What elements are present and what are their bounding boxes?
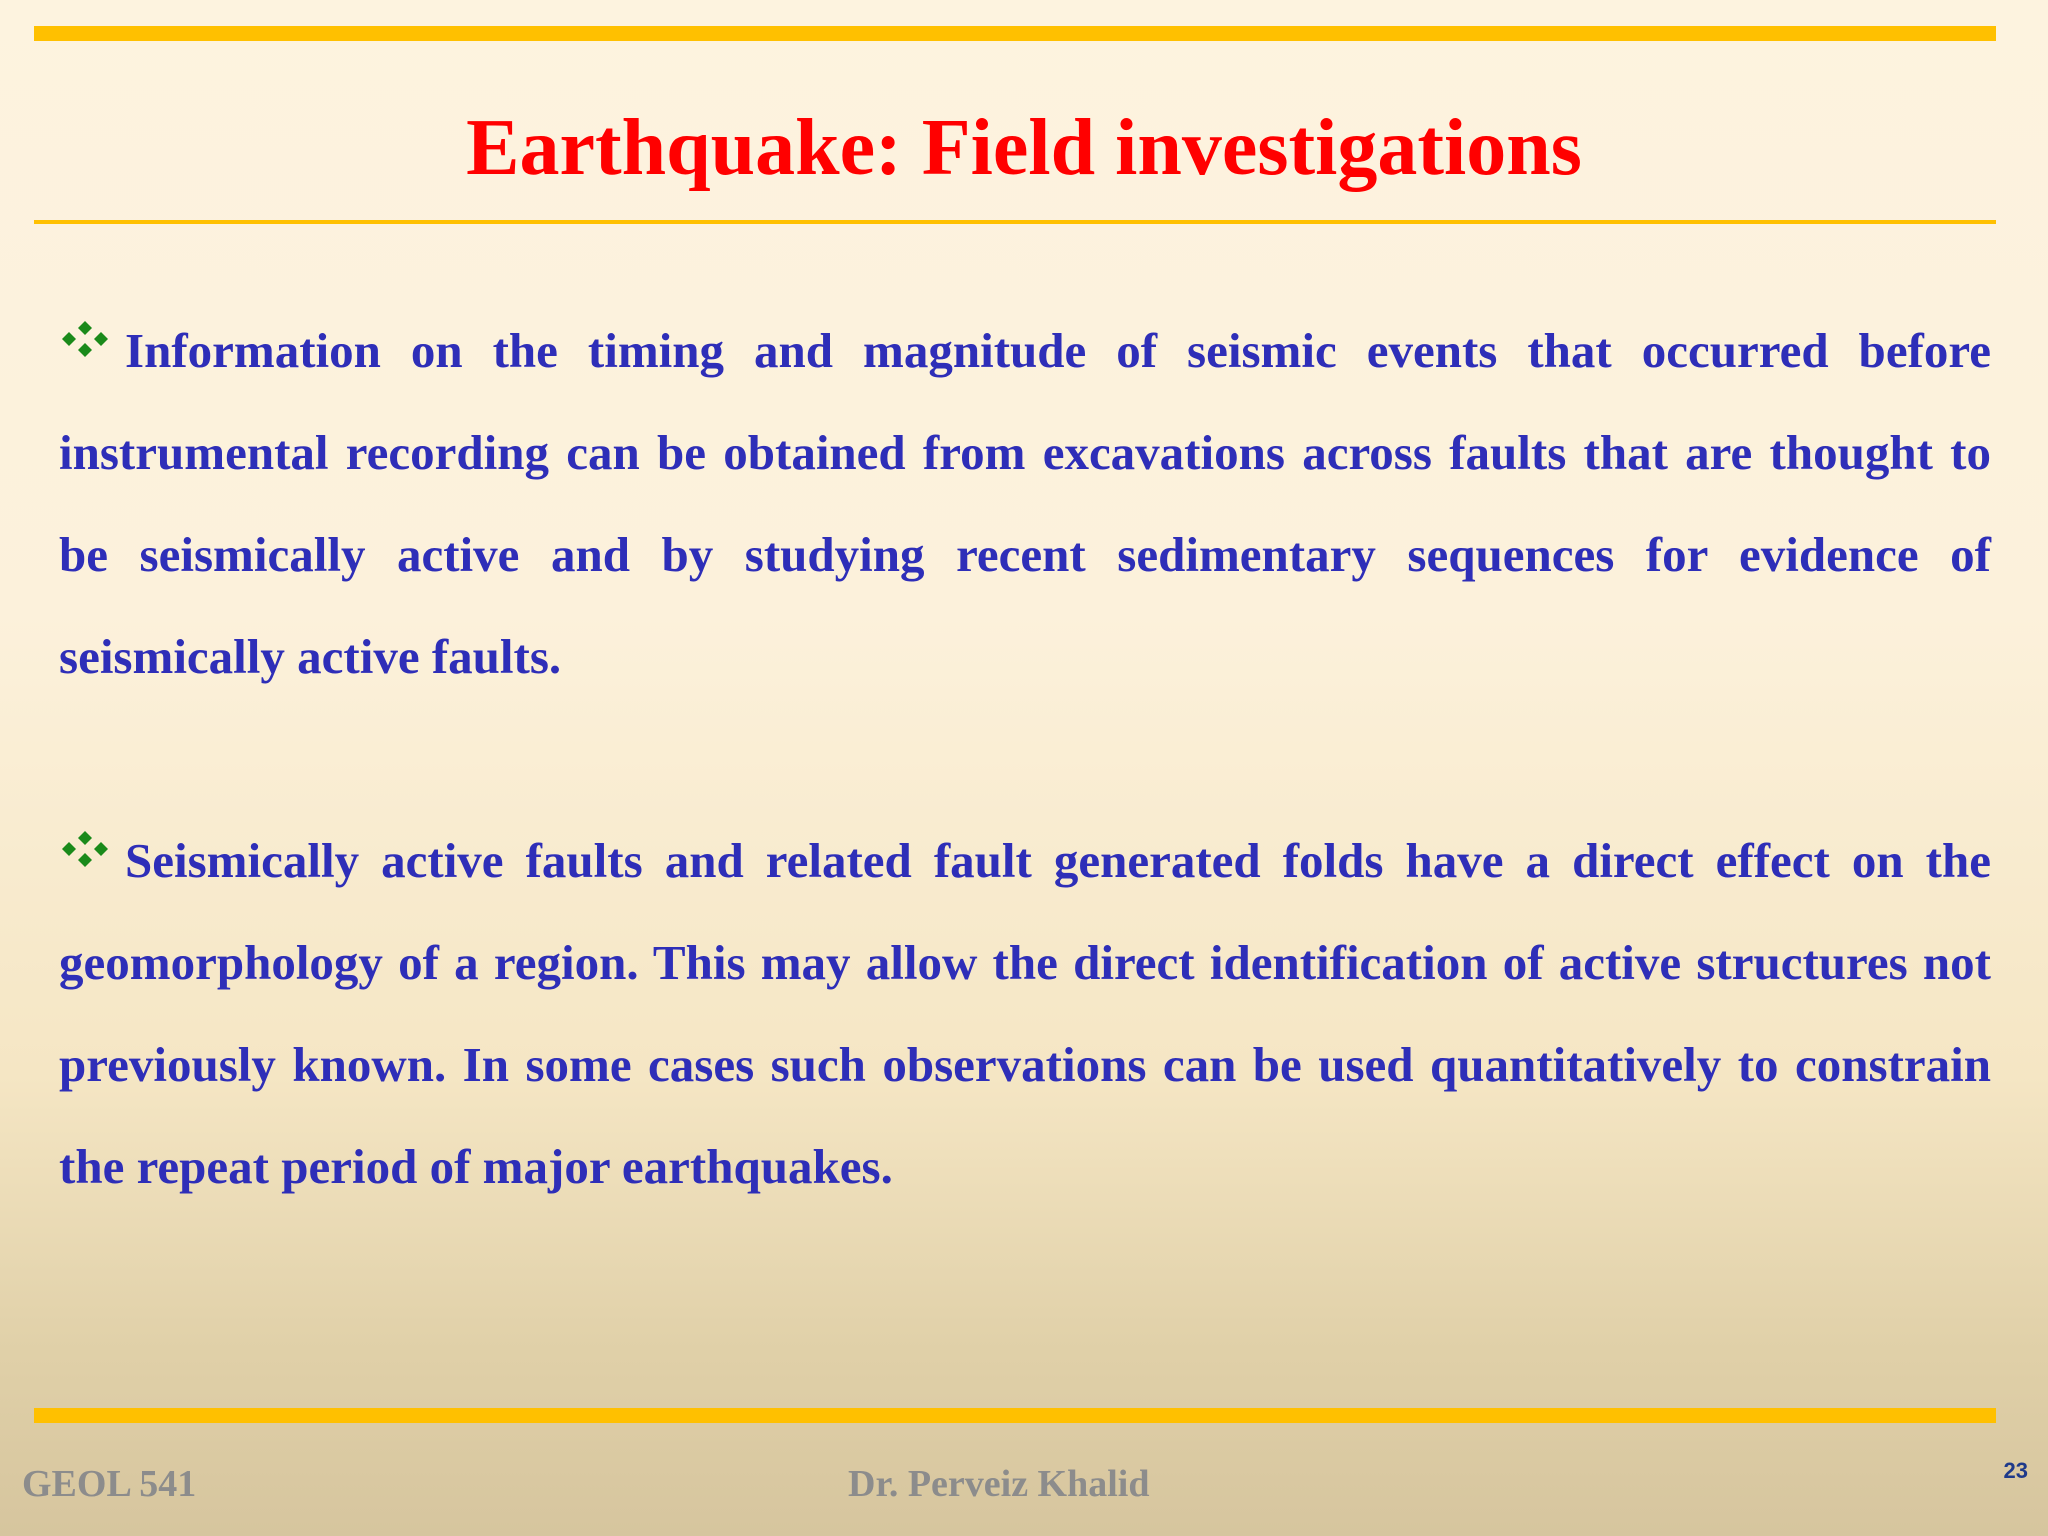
four-diamond-bullet-icon xyxy=(59,829,111,869)
bullet-paragraph xyxy=(59,300,1991,708)
bullet-paragraph xyxy=(59,810,1991,1218)
bullet-text: Seismically active faults and related fault generated folds have a direct effect on the geomorphology of a region. This may allow the direct identification of active structures not previously known. In some cases such observations can be used quantitatively to constrain the repeat period of major earthquakes. xyxy=(59,833,1991,1194)
bullet-text: Information on the timing and magnitude of seismic events that occurred before instrumental recording can be obtained from excavations across faults that are thought to be seismically active and by studying recent sedimentary sequences for evidence of seismically active faults. xyxy=(59,323,1991,684)
slide-title: Earthquake: Field investigations xyxy=(466,104,1582,192)
bottom-divider xyxy=(34,1408,1996,1423)
page-number: 23 xyxy=(2003,1458,2028,1483)
top-divider xyxy=(34,26,1996,41)
title-underline xyxy=(34,220,1996,224)
footer-course: GEOL 541 xyxy=(22,1463,197,1505)
footer-author: Dr. Perveiz Khalid xyxy=(848,1463,1150,1505)
four-diamond-bullet-icon xyxy=(59,319,111,359)
